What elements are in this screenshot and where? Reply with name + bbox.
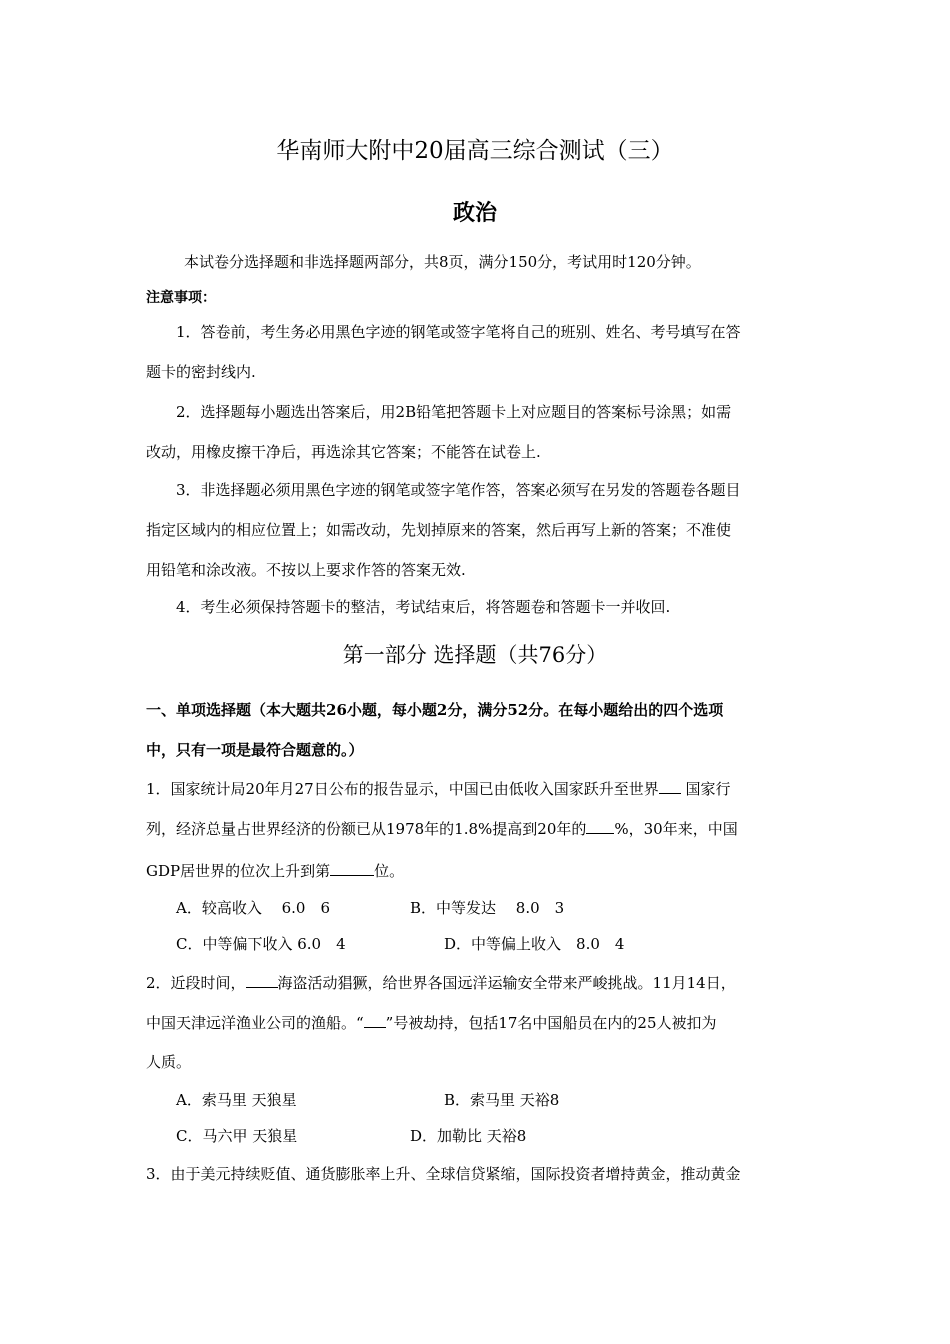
question-1-line: GDP居世界的位次上升到第 位。: [146, 862, 405, 880]
option-c: C．马六甲 天狼星: [176, 1127, 298, 1145]
option-b: B．索马里 天裕8: [444, 1091, 560, 1109]
question-2-line: 中国天津远洋渔业公司的渔船。“ ”号被劫持，包括17名中国船员在内的25人被扣为: [146, 1014, 717, 1032]
option-a: A．较高收入 6.0 6: [176, 899, 330, 917]
option-a: A．索马里 天狼星: [176, 1091, 297, 1109]
section-heading: 一、单项选择题（本大题共26小题，每小题2分，满分52分。在每小题给出的四个选项: [146, 701, 724, 719]
note-line: 4．考生必须保持答题卡的整洁，考试结束后，将答题卷和答题卡一并收回.: [176, 598, 671, 616]
note-line: 指定区域内的相应位置上；如需改动，先划掉原来的答案，然后再写上新的答案；不准使: [146, 521, 732, 539]
answer-blank: [246, 972, 278, 988]
answer-blank: [330, 860, 374, 876]
question-2-line: 人质。: [146, 1053, 192, 1071]
part-one-heading: 第一部分 选择题（共76分）: [342, 643, 608, 667]
question-1-line: 1．国家统计局20年月27日公布的报告显示，中国已由低收入国家跃升至世界 国家行: [146, 780, 731, 798]
option-d: D．中等偏上收入 8.0 4: [444, 935, 625, 953]
answer-blank: [659, 778, 681, 794]
option-c: C．中等偏下收入 6.0 4: [176, 935, 346, 953]
note-line: 1．答卷前，考生务必用黑色字迹的钢笔或签字笔将自己的班别、姓名、考号填写在答: [176, 323, 741, 341]
answer-blank: [586, 818, 614, 834]
exam-title: 华南师大附中20届高三综合测试（三）: [276, 138, 674, 164]
exam-intro: 本试卷分选择题和非选择题两部分，共8页，满分150分，考试用时120分钟。: [184, 253, 701, 271]
note-line: 题卡的密封线内.: [146, 363, 256, 381]
question-2-line: 2．近段时间， 海盗活动猖獗，给世界各国远洋运输安全带来严峻挑战。11月14日，: [146, 974, 736, 992]
note-line: 改动，用橡皮擦干净后，再选涂其它答案；不能答在试卷上.: [146, 443, 541, 461]
option-d: D．加勒比 天裕8: [410, 1127, 527, 1145]
note-line: 3．非选择题必须用黑色字迹的钢笔或签字笔作答，答案必须写在另发的答题卷各题目: [176, 481, 741, 499]
question-3-line: 3．由于美元持续贬值、通货膨胀率上升、全球信贷紧缩，国际投资者增持黄金，推动黄金: [146, 1165, 741, 1183]
section-heading: 中，只有一项是最符合题意的。）: [146, 741, 364, 759]
question-1-line: 列，经济总量占世界经济的份额已从1978年的1.8%提高到20年的 %，30年来，中国: [146, 820, 738, 838]
answer-blank: [364, 1012, 386, 1028]
subject-title: 政治: [452, 200, 497, 226]
option-b: B．中等发达 8.0 3: [410, 899, 565, 917]
note-line: 用铅笔和涂改液。不按以上要求作答的答案无效.: [146, 561, 466, 579]
note-line: 2．选择题每小题选出答案后，用2B铅笔把答题卡上对应题目的答案标号涂黑；如需: [176, 403, 732, 421]
notes-heading: 注意事项：: [146, 290, 216, 306]
